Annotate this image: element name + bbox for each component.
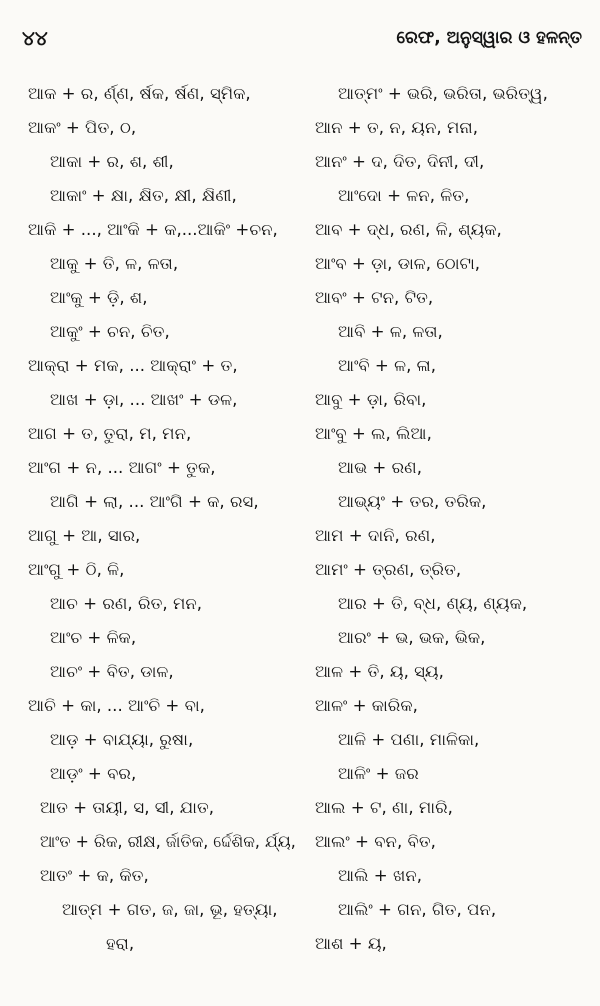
list-item: ଆତ୍ମଂ + ଭରି, ଭରିତା, ଭରିତ୍ୱ, <box>338 84 548 103</box>
list-item: ଆଂଗୁ + ଠି, ଳି, <box>28 560 125 579</box>
list-item: ଆଂଦୋ + ଳନ, ଳିତ, <box>338 186 470 205</box>
list-item: ଆଗି + ଲା, ... ଆଂଗି + କ, ରସ, <box>50 492 259 511</box>
list-item: ଆଗ + ତ, ତୁରା, ମ, ମନ, <box>28 424 192 443</box>
list-item: ଆଳି + ପଣା, ମାଳିକା, <box>338 730 480 749</box>
list-item: ଆକୁଂ + ଚନ, ଚିତ, <box>50 322 170 341</box>
list-item: ଆଗୁ + ଆ, ସାର, <box>28 526 141 545</box>
list-item: ଆଂଗ + ନ, ... ଆଗଂ + ତୁକ, <box>28 458 216 477</box>
list-item: ଆକାଂ + କ୍ଷା, କ୍ଷିତ, କ୍ଷୀ, କ୍ଷିଣୀ, <box>50 186 237 205</box>
list-item: ଆକି + ..., ଆଂକି + କ,...ଆକିଂ +ଚନ, <box>28 220 278 239</box>
list-item: ଆଳିଂ + ଜର <box>338 764 419 783</box>
list-item: ଆକ + ର, ର୍ଣ୍ଣ, ର୍ଷକ, ର୍ଷଣ, ସ୍ମିକ, <box>28 84 251 103</box>
list-item: ଆଡ଼ + ବାଯ୍ୟା, ରୁଷା, <box>50 730 194 749</box>
list-item: ଆର + ତି, ବ୍ଧ, ଣ୍ୟ, ଣ୍ୟକ, <box>338 594 528 613</box>
list-item: ଆତ + ତାୟୀ, ସ, ସୀ, ଯାତ, <box>40 798 215 817</box>
list-item: ଆକ୍ରା + ମକ, ... ଆକ୍ରାଂ + ତ, <box>28 356 238 375</box>
list-item: ଆଖ + ଡ଼ା, ... ଆଖଂ + ଡଳ, <box>50 390 238 409</box>
list-item: ଆଂତ + ରିକ, ରୀକ୍ଷ, ର୍ଜାତିକ, ର୍ଦ୍ଦେଶିକ, ର୍ଯ୍ୟ, <box>40 832 296 851</box>
list-item: ଆମଂ + ତ୍ରଣ, ତ୍ରିତ, <box>315 560 462 579</box>
list-item: ଆଳଂ + କାରିକ, <box>315 696 418 715</box>
list-item: ଆଭ + ରଣ, <box>338 458 422 477</box>
list-item: ଆବ + ଦ୍ଧ, ରଣ, ଳି, ଶ୍ୟକ, <box>315 220 502 239</box>
list-item: ଆତଂ + କ, କିତ, <box>40 866 149 885</box>
list-item: ଆଳ + ତି, ୟ, ସ୍ୟ, <box>315 662 444 681</box>
list-item: ଆଭ୍ୟଂ + ତର, ତରିକ, <box>338 492 487 511</box>
list-item: ଆନଂ + ଦ, ଦିତ, ଦିନୀ, ଦୀ, <box>315 152 485 171</box>
list-item: ଆଂବ + ଡ଼ା, ଡାଳ, ଠୋଟା, <box>315 254 481 273</box>
list-item: ଆକୁ + ତି, ଳ, ଳତା, <box>50 254 179 273</box>
list-item: ଆକଂ + ପିତ, ଠ, <box>28 118 137 137</box>
list-item: ଆଂଚ + ଳିକ, <box>50 628 137 647</box>
list-item: ଆବି + ଳ, ଳତା, <box>338 322 443 341</box>
list-item: ଆକା + ର, ଶ, ଶୀ, <box>50 152 174 171</box>
list-item: ଆଂକୁ + ଡ଼ି, ଶ, <box>50 288 148 307</box>
list-item: ଆଲି + ଖନ, <box>338 866 423 885</box>
list-item: ଆନ + ତ, ନ, ୟନ, ମନା, <box>315 118 479 137</box>
list-item: ଆରଂ + ଭ, ଭକ, ଭିକ, <box>338 628 486 647</box>
list-item: ଆଶ + ୟ, <box>315 934 387 953</box>
list-item: ଆଲ + ଟ, ଣା, ମାରି, <box>315 798 453 817</box>
page-number: ୪୪ <box>22 26 48 50</box>
list-item: ଆଡ଼ଂ + ବର, <box>50 764 137 783</box>
list-item: ଆତ୍ମ + ଗତ, ଜ, ଜା, ଭୂ, ହତ୍ୟା, <box>62 900 278 919</box>
list-item: ହରା, <box>106 934 135 953</box>
list-item: ଆମ + ଦାନି, ରଣ, <box>315 526 436 545</box>
list-item: ଆଂବି + ଳ, ଳା, <box>338 356 436 375</box>
list-item: ଆଲିଂ + ଗନ, ଗିତ, ପନ, <box>338 900 497 919</box>
list-item: ଆବୁ + ଡ଼ା, ରିବା, <box>315 390 427 409</box>
list-item: ଆବଂ + ଟନ, ଟିତ, <box>315 288 434 307</box>
page-header <box>0 0 600 60</box>
list-item: ଆଚଂ + ବିତ, ଡାଳ, <box>50 662 174 681</box>
list-item: ଆଲଂ + ବନ, ବିତ, <box>315 832 436 851</box>
running-head: ରେଫ, ଅନୁସ୍ୱାର ଓ ହଳନ୍ତ <box>396 28 582 48</box>
list-item: ଆଂବୁ + ଲ, ଲିଆ, <box>315 424 432 443</box>
list-item: ଆଚି + କା, ... ଆଂଚି + ବା, <box>28 696 205 715</box>
list-item: ଆଚ + ରଣ, ରିତ, ମନ, <box>50 594 203 613</box>
